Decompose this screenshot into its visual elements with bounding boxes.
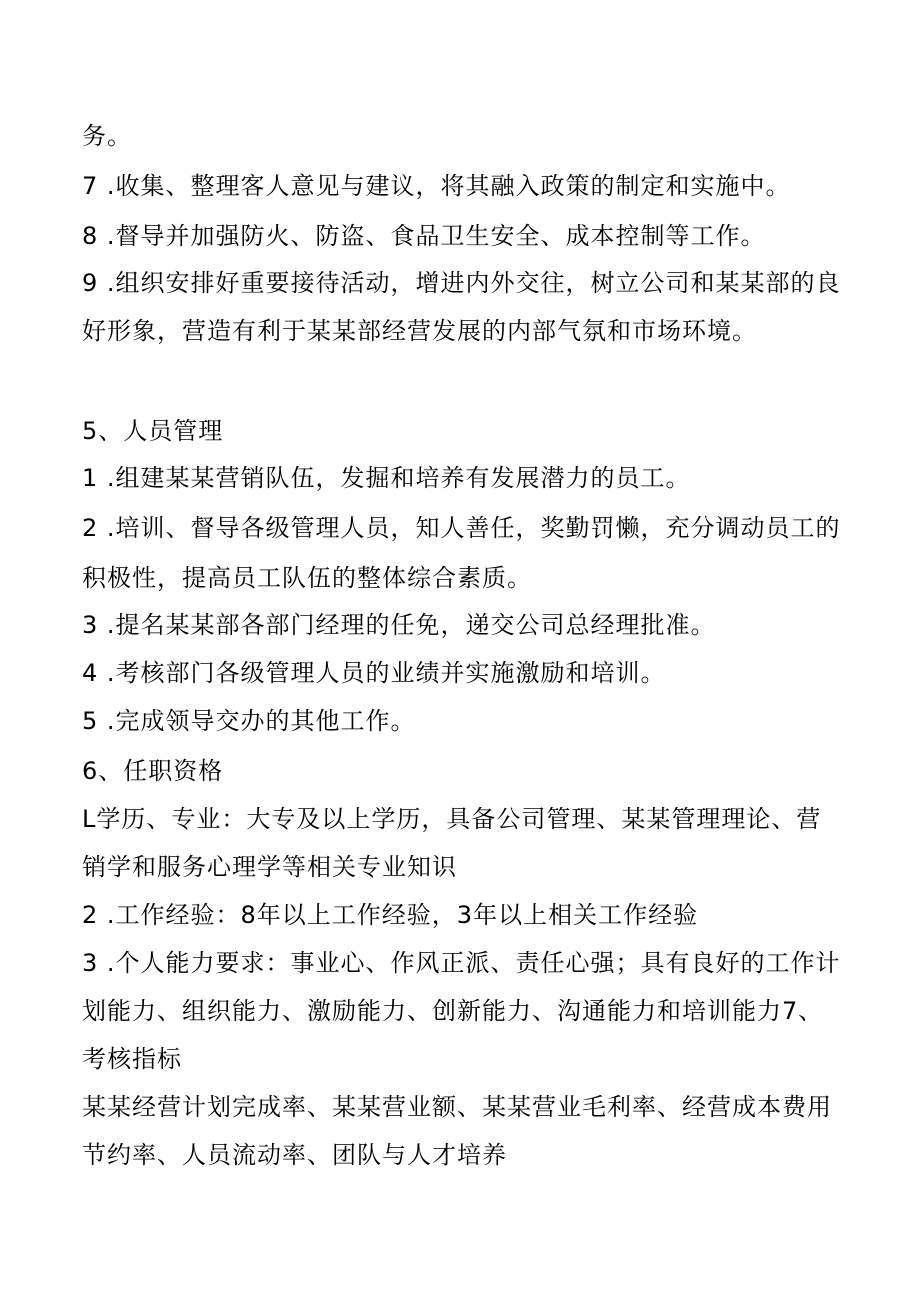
- list-item: 1 .组建某某营销队伍，发掘和培养有发展潜力的员工。: [82, 464, 691, 492]
- section-heading: 5、人员管理: [82, 417, 224, 445]
- list-item: 3 .提名某某部各部门经理的任免，递交公司总经理批准。: [82, 611, 716, 639]
- text-line: 务。: [82, 122, 132, 150]
- section-heading: 考核指标: [82, 1045, 182, 1073]
- list-item: 8 .督导并加强防火、防盗、食品卫生安全、成本控制等工作。: [82, 222, 766, 250]
- text-line: 节约率、人员流动率、团队与人才培养: [82, 1141, 507, 1169]
- list-item: 7 .收集、整理客人意见与建议，将其融入政策的制定和实施中。: [82, 172, 791, 200]
- list-item: 9 .组织安排好重要接待活动，增进内外交往，树立公司和某某部的良: [82, 269, 841, 297]
- text-line: 好形象，营造有利于某某部经营发展的内部气氛和市场环境。: [82, 317, 757, 345]
- list-item: 2 .培训、督导各级管理人员，知人善任，奖勤罚懒，充分调动员工的: [82, 514, 841, 542]
- list-item: 2 .工作经验：8年以上工作经验，3年以上相关工作经验: [82, 901, 699, 929]
- text-line: 销学和服务心理学等相关专业知识: [82, 853, 457, 881]
- list-item: L学历、专业：大专及以上学历，具备公司管理、某某管理理论、营: [82, 805, 822, 833]
- text-line: 积极性，提高员工队伍的整体综合素质。: [82, 564, 532, 592]
- text-line: 某某经营计划完成率、某某营业额、某某营业毛利率、经营成本费用: [82, 1093, 832, 1121]
- text-line: 划能力、组织能力、激励能力、创新能力、沟通能力和培训能力7、: [82, 997, 824, 1025]
- list-item: 3 .个人能力要求：事业心、作风正派、责任心强；具有良好的工作计: [82, 949, 841, 977]
- section-heading: 6、任职资格: [82, 757, 224, 785]
- list-item: 4 .考核部门各级管理人员的业绩并实施激励和培训。: [82, 659, 666, 687]
- list-item: 5 .完成领导交办的其他工作。: [82, 707, 416, 735]
